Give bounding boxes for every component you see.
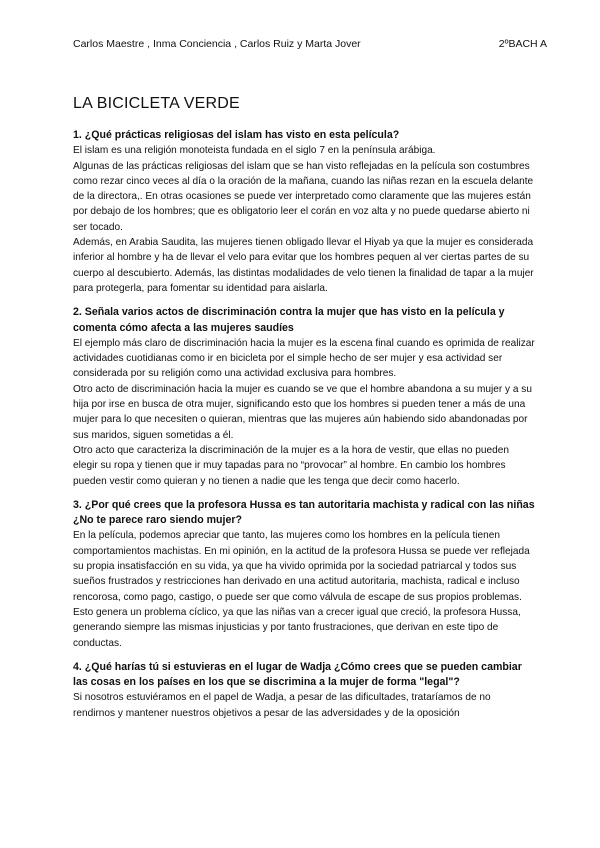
answer-paragraph: Otro acto de discriminación hacia la mujer es cuando se ve que el hombre abandona a su mujer y a su hija por irse en busca de otra mujer, significando esto que los hombres si pueden tener a más de una mujer para lo que necesiten o quieran, mientras que las mujeres aún habiendo sido abandonadas por sus maridos, siguen sometidas a él. xyxy=(73,383,532,441)
document-body xyxy=(73,128,535,730)
course-label: 2ºBACH A xyxy=(498,38,547,50)
question-heading: 4. ¿Qué harías tú si estuvieras en el lugar de Wadja ¿Cómo crees que se pueden cambiar las cosas en los países en los que se discrimina a la mujer de forma "legal"? xyxy=(73,660,522,689)
page-header xyxy=(73,38,547,50)
section-1 xyxy=(73,128,535,296)
answer-paragraph: Otro acto que caracteriza la discriminación de la mujer es a la hora de vestir, que ellas no pueden elegir su ropa y tienen que ir muy tapadas para no “provocar” al hombre. En cambio los hombres pueden vestir como quieran y no tienen a nadie que les tenga que decir como hacerlo. xyxy=(73,444,509,487)
authors: Carlos Maestre , Inma Conciencia , Carlos Ruiz y Marta Jover xyxy=(73,38,361,50)
answer-paragraph: Si nosotros estuviéramos en el papel de Wadja, a pesar de las dificultades, trataríamos de no rendirnos y mantener nuestros objetivos a pesar de las adversidades y de la oposición xyxy=(73,692,491,719)
section-2 xyxy=(73,305,535,489)
answer-paragraph: Algunas de las prácticas religiosas del islam que se han visto reflejadas en la película son costumbres como rezar cinco veces al día o la oración de la mañana, cuando las niñas rezan en la escuela delante de la directora,. En otras ocasiones se puede ver interpretado como claramente que las mujeres están por debajo de los hombres; que es obligatorio leer el corán en voz alta y no puede quedarse abierto ni ser tocado. xyxy=(73,160,534,233)
document-title: LA BICICLETA VERDE xyxy=(73,95,240,112)
section-3 xyxy=(73,498,535,651)
answer-paragraph: El islam es una religión monoteista fundada en el siglo 7 en la península arábiga. xyxy=(73,145,436,157)
answer-paragraph: En la película, podemos apreciar que tanto, las mujeres como los hombres en la película tienen comportamientos machistas. En mi opinión, en la actitud de la profesora Hussa se puede ver reflejada xyxy=(73,530,530,557)
question-heading: 2. Señala varios actos de discriminación contra la mujer que has visto en la película y comenta cómo afecta a las mujeres saudíes xyxy=(73,306,505,334)
question-heading: 3. ¿Por qué crees que la profesora Hussa es tan autoritaria machista y radical con las niñas ¿No te parece raro siendo mujer? xyxy=(73,498,535,527)
answer-paragraph: su propia insatisfacción en su vida, ya que ha vivido oprimida por la sociedad patriarcal y todos sus sueños frustrados y restricciones han derivado en una actitud autoritaria, machista, radical e incluso rencorosa, como pago, castigo, o puede ser que como válvula de escape de sus propios problemas. Esto genera un problema cíclico, ya que las niñas van a crecer igual que creció, la profesora Hussa, generando siempre las mismas injusticias y por tanto frustraciones, que derivan en este tipo de conductas. xyxy=(73,561,522,649)
question-heading: 1. ¿Qué prácticas religiosas del islam has visto en esta película? xyxy=(73,129,400,141)
section-4 xyxy=(73,660,535,721)
answer-paragraph: Además, en Arabia Saudita, las mujeres tienen obligado llevar el Hiyab ya que la mujer es considerada inferior al hombre y ha de llevar el velo para evitar que los hombres pequen al ver ciertas partes de su cuerpo al descubierto. Además, las distintas modalidades de velo tienen la finalidad de tapar a la mujer para protegerla, para fomentar su identidad para aislarla. xyxy=(73,237,534,294)
answer-paragraph: El ejemplo más claro de discriminación hacia la mujer es la escena final cuando es oprimida de realizar actividades cuotidianas como ir en bicicleta por el simple hecho de ser mujer y esa actividad ser considerada por su religión como una actividad exclusiva para hombres. xyxy=(73,337,535,380)
